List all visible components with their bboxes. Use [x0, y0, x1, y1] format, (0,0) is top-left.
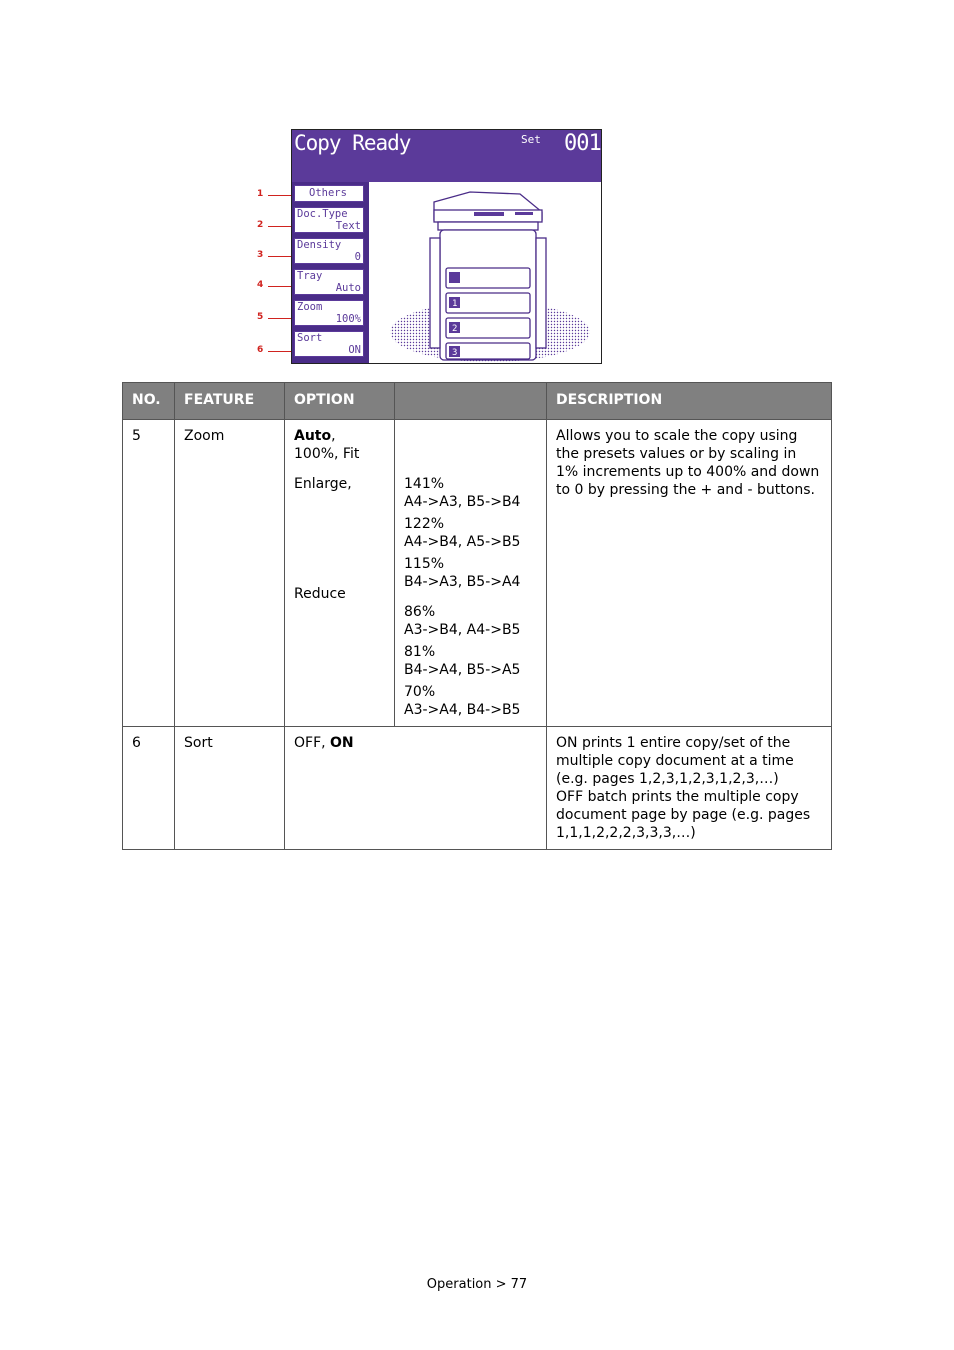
row-number: 5 — [123, 420, 175, 727]
zoom-presets — [395, 420, 547, 727]
preset-115: 115% B4->A3, B5->A4 — [404, 556, 521, 590]
header-option: OPTION — [285, 383, 395, 420]
lcd-screen — [291, 129, 602, 364]
lcd-button-doc-type[interactable]: Doc.Type Text — [294, 207, 364, 233]
lcd-button-tray[interactable]: Tray Auto — [294, 269, 364, 295]
tray-label-2: 2 — [452, 324, 458, 334]
table-row-zoom — [123, 420, 832, 727]
tray-label-1: 1 — [452, 299, 458, 309]
sort-options: OFF, ON — [285, 727, 547, 850]
lcd-button-zoom[interactable]: Zoom 100% — [294, 300, 364, 326]
preset-70: 70% A3->A4, B4->B5 — [404, 684, 521, 718]
table-header-row — [123, 383, 832, 420]
preset-86: 86% A3->B4, A4->B5 — [404, 604, 521, 638]
preset-122: 122% A4->B4, A5->B5 — [404, 516, 521, 550]
header-description: DESCRIPTION — [547, 383, 832, 420]
lcd-header — [292, 130, 601, 182]
feature-table — [122, 382, 832, 850]
page-footer: Operation > 77 — [426, 1277, 528, 1292]
header-feature: FEATURE — [175, 383, 285, 420]
zoom-option-rest: 100%, Fit — [294, 446, 360, 462]
printer-illustration — [370, 182, 602, 364]
preset-141: 141% A4->A3, B5->B4 — [404, 476, 521, 510]
row-feature: Sort — [175, 727, 285, 850]
header-no: NO. — [123, 383, 175, 420]
row-feature: Zoom — [175, 420, 285, 727]
lcd-title: Copy Ready — [294, 131, 411, 155]
preset-81: 81% B4->A4, B5->A5 — [404, 644, 521, 678]
zoom-options — [285, 420, 395, 727]
lcd-sidebar — [292, 182, 369, 364]
zoom-description: Allows you to scale the copy using the presets values or by scaling in 1% increments up to 400% and down to 0 by pressing the + and - buttons. — [547, 420, 832, 727]
lcd-button-density[interactable]: Density 0 — [294, 238, 364, 264]
lcd-button-others[interactable]: Others — [294, 185, 364, 202]
tray-label-3: 3 — [452, 348, 458, 358]
sort-description: ON prints 1 entire copy/set of the multiple copy document at a time (e.g. pages 1,2,3,1,2,3,1,2,3,…) OFF batch prints the multiple copy document page by page (e.g. pages 1,1,1,2,2,2,3,3,3,…) — [547, 727, 832, 850]
lcd-set-label: Set — [521, 133, 541, 146]
table-row-sort — [123, 727, 832, 850]
row-number: 6 — [123, 727, 175, 850]
header-option-detail — [395, 383, 547, 420]
lcd-button-sort[interactable]: Sort ON — [294, 331, 364, 357]
zoom-enlarge-label: Enlarge, — [294, 476, 352, 492]
zoom-reduce-label: Reduce — [294, 586, 346, 602]
zoom-option-auto: Auto, — [294, 428, 336, 444]
lcd-copy-count: 001 — [564, 131, 601, 156]
